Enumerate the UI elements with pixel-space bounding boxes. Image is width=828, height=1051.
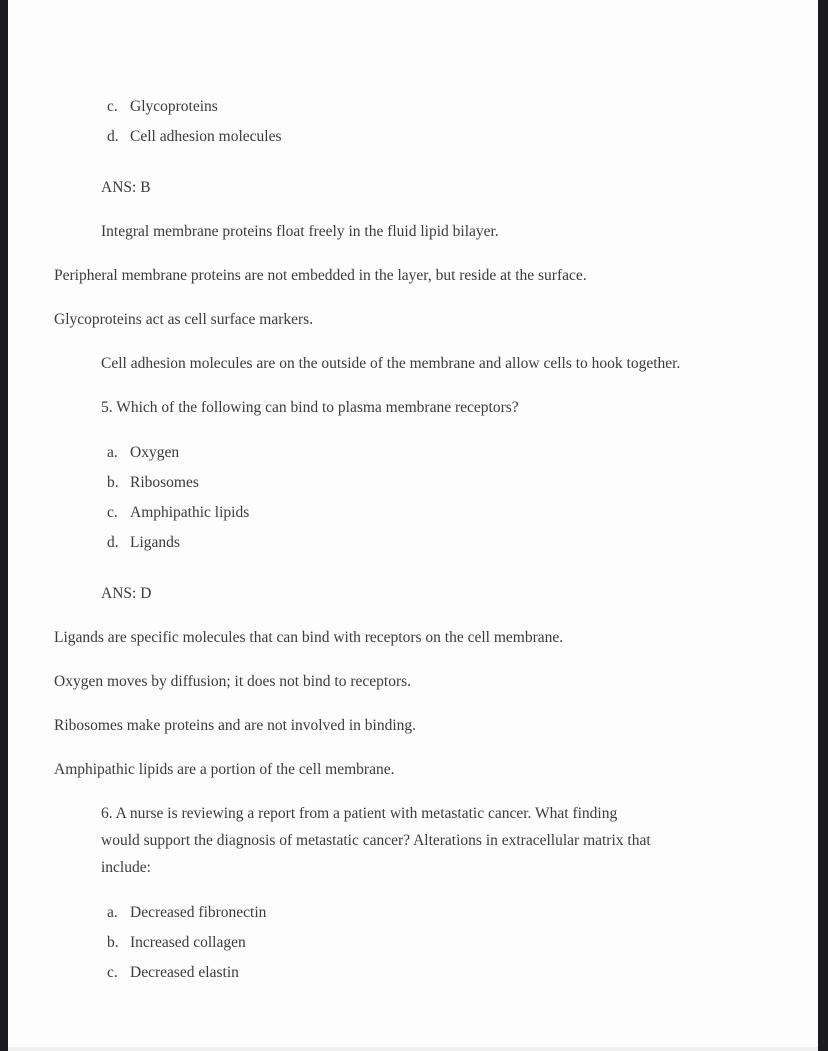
option-row [107, 498, 778, 528]
rationale-paragraph: Peripheral membrane proteins are not embedded in the layer, but reside at the surface. [54, 267, 587, 284]
option-text: Decreased fibronectin [130, 904, 267, 921]
option-letter: b. [107, 474, 119, 491]
option-row [107, 122, 778, 152]
rationale-paragraph: Cell adhesion molecules are on the outside of the membrane and allow cells to hook together. [101, 355, 681, 372]
rationale-paragraph: Ligands are specific molecules that can bind with receptors on the cell membrane. [54, 629, 564, 646]
question-text: 5. Which of the following can bind to plasma membrane receptors? [101, 399, 519, 416]
question6-options-list [107, 898, 778, 988]
rationale-paragraph: Integral membrane proteins float freely in the fluid lipid bilayer. [101, 223, 499, 240]
rationale-paragraph: Oxygen moves by diffusion; it does not bind to receptors. [54, 673, 412, 690]
answer-text: ANS: B [101, 179, 151, 196]
option-letter: a. [107, 444, 118, 461]
option-letter: d. [107, 128, 119, 145]
option-row [107, 468, 778, 498]
option-letter: c. [107, 964, 118, 981]
option-text: Cell adhesion molecules [130, 128, 282, 145]
question-line: would support the diagnosis of metastatic cancer? Alterations in extracellular matrix that [101, 832, 651, 849]
option-row [107, 438, 778, 468]
option-row [107, 958, 778, 988]
option-row [107, 528, 778, 558]
option-letter: d. [107, 534, 119, 551]
answer-text: ANS: D [101, 585, 152, 602]
option-text: Decreased elastin [130, 964, 239, 981]
option-text: Ligands [130, 534, 180, 551]
rationale-paragraph: Glycoproteins act as cell surface markers. [54, 311, 314, 328]
option-letter: c. [107, 504, 118, 521]
option-letter: c. [107, 98, 118, 115]
option-text: Increased collagen [130, 934, 246, 951]
option-row [107, 898, 778, 928]
rationale-paragraph: Amphipathic lipids are a portion of the cell membrane. [54, 761, 395, 778]
option-row [107, 92, 778, 122]
question-text [101, 800, 701, 881]
option-letter: b. [107, 934, 119, 951]
option-text: Ribosomes [130, 474, 199, 491]
page-content [8, 0, 818, 988]
question-line: 6. A nurse is reviewing a report from a patient with metastatic cancer. What finding [101, 805, 618, 822]
page-bottom-edge [8, 1047, 818, 1051]
option-text: Glycoproteins [130, 98, 218, 115]
question4-options-list [107, 92, 778, 152]
option-text: Oxygen [130, 444, 180, 461]
document-page [8, 0, 818, 1047]
option-letter: a. [107, 904, 118, 921]
rationale-paragraph: Ribosomes make proteins and are not involved in binding. [54, 717, 417, 734]
question5-options-list [107, 438, 778, 558]
question-line: include: [101, 859, 151, 876]
option-row [107, 928, 778, 958]
option-text: Amphipathic lipids [130, 504, 250, 521]
